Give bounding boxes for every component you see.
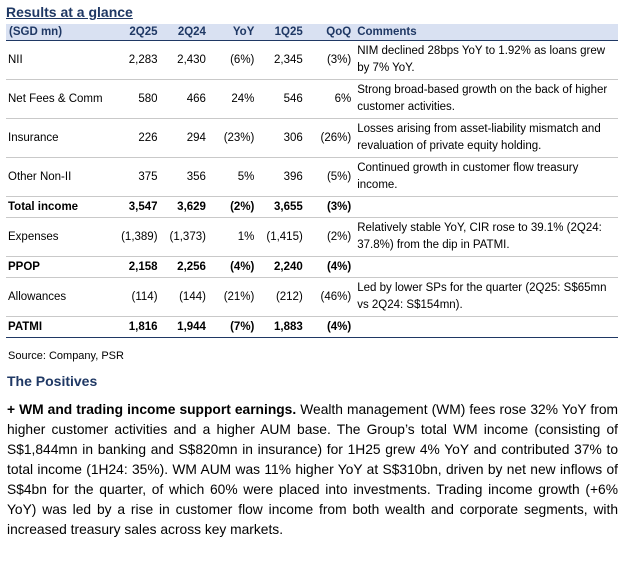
cell-1q25: 2,345 — [257, 41, 305, 80]
cell-2q24: (1,373) — [161, 218, 209, 257]
row-label: Insurance — [6, 119, 112, 158]
row-label: NII — [6, 41, 112, 80]
page-heading: Results at a glance — [6, 4, 133, 20]
table-row — [6, 278, 618, 317]
paragraph-lead: + WM and trading income support earnings. — [7, 402, 297, 417]
cell-yoy: 5% — [209, 158, 257, 197]
cell-2q24: 2,430 — [161, 41, 209, 80]
cell-2q25: (114) — [112, 278, 160, 317]
cell-2q24: 1,944 — [161, 317, 209, 338]
cell-2q24: 466 — [161, 80, 209, 119]
source-note: Source: Company, PSR — [8, 350, 124, 362]
cell-2q25: 226 — [112, 119, 160, 158]
cell-yoy: 1% — [209, 218, 257, 257]
cell-2q25: 2,283 — [112, 41, 160, 80]
cell-qoq: (5%) — [306, 158, 354, 197]
header-1q25: 1Q25 — [257, 24, 305, 41]
table-row — [6, 119, 618, 158]
header-2q25: 2Q25 — [112, 24, 160, 41]
cell-qoq: 6% — [306, 80, 354, 119]
cell-1q25: 546 — [257, 80, 305, 119]
cell-qoq: (3%) — [306, 197, 354, 218]
cell-qoq: (4%) — [306, 257, 354, 278]
cell-yoy: (23%) — [209, 119, 257, 158]
cell-comment: Led by lower SPs for the quarter (2Q25: S$65mn vs 2Q24: S$154mn). — [354, 278, 618, 317]
cell-comment: Strong broad-based growth on the back of higher customer activities. — [354, 80, 618, 119]
paragraph-body: Wealth management (WM) fees rose 32% YoY from higher customer activities and a higher AUM base. The Group’s total WM income (consisting of S$1,844mn in banking and S$820mn in insurance) for 1H25 grew 4% YoY and contributed 37% to total income (1H24: 35%). WM AUM was 11% higher YoY at S$310bn, driven by net new inflows of S$4bn for the quarter, of which 60% were placed into investments. Trading income growth (+6% YoY) was led by a rise in customer flow income from both wealth and corporate segments, with increased treasury sales across key markets. — [7, 402, 619, 537]
table-row — [6, 80, 618, 119]
table-row — [6, 197, 618, 218]
cell-2q24: 2,256 — [161, 257, 209, 278]
cell-2q24: 356 — [161, 158, 209, 197]
table-row — [6, 158, 618, 197]
cell-2q25: 3,547 — [112, 197, 160, 218]
cell-1q25: 306 — [257, 119, 305, 158]
cell-1q25: 396 — [257, 158, 305, 197]
cell-comment — [354, 317, 618, 338]
table-header-row — [6, 24, 618, 41]
cell-yoy: 24% — [209, 80, 257, 119]
header-comments: Comments — [354, 24, 618, 41]
cell-comment: NIM declined 28bps YoY to 1.92% as loans grew by 7% YoY. — [354, 41, 618, 80]
row-label: PATMI — [6, 317, 112, 338]
header-label: (SGD mn) — [6, 24, 112, 41]
section-title: The Positives — [7, 373, 98, 389]
cell-1q25: 3,655 — [257, 197, 305, 218]
row-label: PPOP — [6, 257, 112, 278]
cell-yoy: (4%) — [209, 257, 257, 278]
table-row — [6, 317, 618, 338]
header-qoq: QoQ — [306, 24, 354, 41]
cell-2q25: 580 — [112, 80, 160, 119]
cell-qoq: (2%) — [306, 218, 354, 257]
cell-2q24: 294 — [161, 119, 209, 158]
cell-comment: Relatively stable YoY, CIR rose to 39.1% (2Q24: 37.8%) from the dip in PATMI. — [354, 218, 618, 257]
cell-yoy: (2%) — [209, 197, 257, 218]
cell-qoq: (26%) — [306, 119, 354, 158]
cell-1q25: (1,415) — [257, 218, 305, 257]
cell-comment — [354, 257, 618, 278]
cell-yoy: (7%) — [209, 317, 257, 338]
cell-qoq: (3%) — [306, 41, 354, 80]
cell-comment: Losses arising from asset-liability mismatch and revaluation of private equity holding. — [354, 119, 618, 158]
table-row — [6, 41, 618, 80]
header-2q24: 2Q24 — [161, 24, 209, 41]
cell-comment: Continued growth in customer flow treasury income. — [354, 158, 618, 197]
cell-1q25: 2,240 — [257, 257, 305, 278]
row-label: Expenses — [6, 218, 112, 257]
cell-2q25: 1,816 — [112, 317, 160, 338]
cell-yoy: (6%) — [209, 41, 257, 80]
cell-qoq: (46%) — [306, 278, 354, 317]
cell-2q24: (144) — [161, 278, 209, 317]
row-label: Other Non-II — [6, 158, 112, 197]
cell-2q24: 3,629 — [161, 197, 209, 218]
row-label: Allowances — [6, 278, 112, 317]
results-table — [6, 24, 618, 338]
cell-2q25: (1,389) — [112, 218, 160, 257]
cell-1q25: 1,883 — [257, 317, 305, 338]
table-row — [6, 257, 618, 278]
cell-qoq: (4%) — [306, 317, 354, 338]
cell-2q25: 2,158 — [112, 257, 160, 278]
cell-yoy: (21%) — [209, 278, 257, 317]
header-yoy: YoY — [209, 24, 257, 41]
row-label: Net Fees & Comm — [6, 80, 112, 119]
positives-paragraph — [7, 400, 618, 540]
cell-comment — [354, 197, 618, 218]
cell-1q25: (212) — [257, 278, 305, 317]
cell-2q25: 375 — [112, 158, 160, 197]
row-label: Total income — [6, 197, 112, 218]
table-row — [6, 218, 618, 257]
